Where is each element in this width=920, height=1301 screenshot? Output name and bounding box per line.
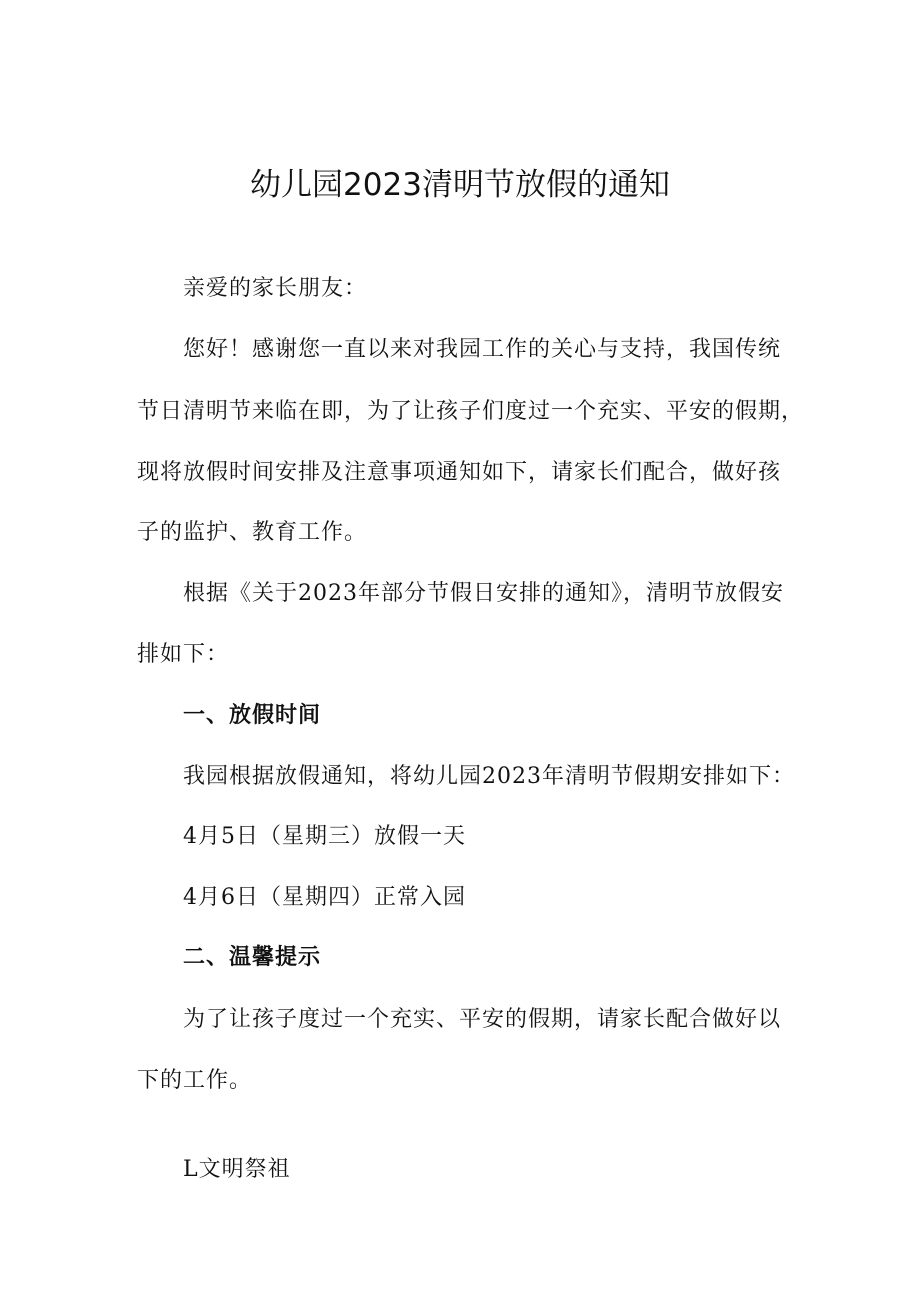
holiday-date-off: 4月5日（星期三）放假一天	[183, 824, 466, 849]
section-heading-holiday-time: 一、放假时间	[183, 703, 322, 728]
tip-item-civilized-worship: L文明祭祖	[183, 1157, 291, 1182]
document-title: 幼儿园2023清明节放假的通知	[250, 167, 670, 203]
tips-line-2: 下的工作。	[137, 1068, 253, 1093]
intro-line-2: 节日清明节来临在即，为了让孩子们度过一个充实、平安的假期，	[137, 399, 805, 424]
intro-line-3: 现将放假时间安排及注意事项通知如下，请家长们配合，做好孩	[137, 460, 782, 485]
tips-line-1: 为了让孩子度过一个充实、平安的假期，请家长配合做好以	[183, 1007, 782, 1032]
holiday-arrangement-line: 我园根据放假通知，将幼儿园2023年清明节假期安排如下：	[183, 764, 795, 789]
holiday-date-return: 4月6日（星期四）正常入园	[183, 885, 466, 910]
basis-line-2: 排如下：	[137, 642, 230, 667]
basis-line-1: 根据《关于2023年部分节假日安排的通知》，清明节放假安	[183, 581, 784, 606]
salutation: 亲爱的家长朋友：	[183, 276, 368, 301]
intro-line-4: 子的监护、教育工作。	[137, 520, 368, 545]
intro-line-1: 您好！感谢您一直以来对我园工作的关心与支持，我国传统	[183, 337, 782, 362]
section-heading-tips: 二、温馨提示	[183, 945, 322, 970]
